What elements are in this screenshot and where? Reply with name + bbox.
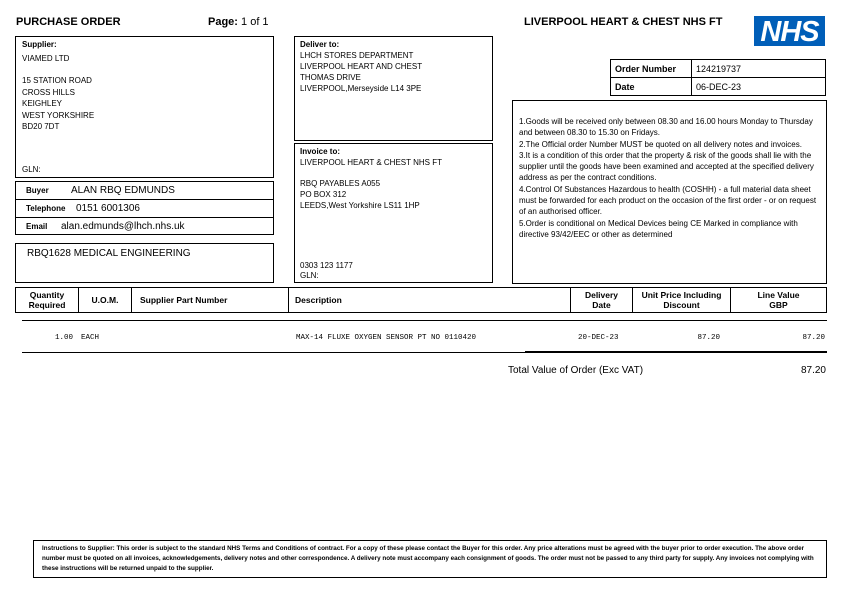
page-indicator bbox=[208, 16, 269, 28]
supplier-address-line: KEIGHLEY bbox=[22, 99, 63, 108]
telephone-row bbox=[16, 200, 273, 218]
deliver-line: THOMAS DRIVE bbox=[300, 73, 361, 82]
department-box: RBQ1628 MEDICAL ENGINEERING bbox=[15, 243, 274, 283]
invoice-line: RBQ PAYABLES A055 bbox=[300, 179, 381, 188]
page-value: 1 of 1 bbox=[241, 16, 269, 28]
row-line-value: 87.20 bbox=[802, 334, 825, 342]
invoice-name: LIVERPOOL HEART & CHEST NHS FT bbox=[300, 158, 442, 167]
col-supplier-part: Supplier Part Number bbox=[132, 288, 289, 312]
table-row bbox=[0, 334, 842, 346]
col-quantity: Quantity Required bbox=[16, 288, 79, 312]
order-number-label: Order Number bbox=[611, 60, 692, 78]
document-title: PURCHASE ORDER bbox=[16, 16, 121, 28]
deliver-line: LIVERPOOL,Merseyside L14 3PE bbox=[300, 84, 422, 93]
invoice-phone: 0303 123 1177 bbox=[300, 261, 353, 270]
invoice-to-box bbox=[294, 143, 493, 283]
nhs-logo: NHS bbox=[754, 16, 825, 46]
term-item: 1.Goods will be received only between 08.30 and 16.00 hours Monday to Thursday and between 08.30 to 15.30 on Fridays. bbox=[519, 117, 813, 138]
page-label: Page: bbox=[208, 16, 238, 28]
divider bbox=[22, 320, 827, 321]
invoice-line: LEEDS,West Yorkshire LS11 1HP bbox=[300, 201, 420, 210]
order-number-value: 124219737 bbox=[692, 60, 826, 78]
invoice-to-label: Invoice to: bbox=[300, 147, 341, 156]
supplier-address-line: BD20 7DT bbox=[22, 122, 60, 131]
row-delivery-date: 20-DEC-23 bbox=[578, 334, 619, 342]
term-item: 2.The Official order Number MUST be quoted on all delivery notes and invoices. bbox=[519, 139, 802, 149]
buyer-row bbox=[16, 182, 273, 200]
col-line-value: Line Value GBP bbox=[757, 290, 800, 310]
row-quantity: 1.00 bbox=[55, 334, 74, 342]
supplier-name: VIAMED LTD bbox=[22, 54, 70, 63]
email-row bbox=[16, 218, 273, 234]
col-description: Description bbox=[289, 288, 571, 312]
telephone-label: Telephone bbox=[26, 204, 66, 213]
email-label: Email bbox=[26, 221, 48, 231]
row-unit-price: 87.20 bbox=[697, 334, 720, 342]
supplier-address-line: 15 STATION ROAD bbox=[22, 76, 92, 85]
supplier-address-line: CROSS HILLS bbox=[22, 87, 75, 97]
row-description: MAX-14 FLUXE OXYGEN SENSOR PT NO 0110420 bbox=[296, 334, 477, 342]
items-table-header bbox=[15, 287, 827, 313]
organisation-name: LIVERPOOL HEART & CHEST NHS FT bbox=[524, 16, 723, 28]
order-date-label: Date bbox=[611, 78, 692, 96]
deliver-to-label: Deliver to: bbox=[300, 40, 340, 49]
buyer-name: ALAN RBQ EDMUNDS bbox=[71, 185, 175, 196]
term-item: 4.Control Of Substances Hazardous to health (COSHH) - a full material data sheet must be forwarded for each product on the occasion of the first order - or on request of an authorised officer. bbox=[519, 184, 817, 217]
term-item: 3.It is a condition of this order that the property & risk of the goods shall lie with the supplier until the goods have been examined and accepted at the specified delivery address as per the contract conditions. bbox=[519, 150, 814, 183]
order-info-table bbox=[610, 59, 826, 96]
terms-box bbox=[512, 100, 827, 284]
deliver-to-box bbox=[294, 36, 493, 141]
supplier-address-line: WEST YORKSHIRE bbox=[22, 110, 95, 120]
supplier-box bbox=[15, 36, 274, 178]
deliver-line: LIVERPOOL HEART AND CHEST bbox=[300, 62, 423, 71]
supplier-gln: GLN: bbox=[22, 165, 41, 174]
col-delivery-date: Delivery Date bbox=[571, 288, 633, 312]
buyer-label: Buyer bbox=[26, 186, 49, 195]
email-value: alan.edmunds@lhch.nhs.uk bbox=[61, 220, 185, 232]
col-uom: U.O.M. bbox=[79, 288, 132, 312]
deliver-line: LHCH STORES DEPARTMENT bbox=[300, 51, 414, 60]
buyer-box bbox=[15, 181, 274, 235]
total-label: Total Value of Order (Exc VAT) bbox=[508, 365, 644, 376]
total-value: 87.20 bbox=[800, 365, 826, 376]
row-uom: EACH bbox=[81, 334, 100, 342]
divider bbox=[525, 351, 827, 353]
supplier-label: Supplier: bbox=[22, 40, 57, 49]
supplier-instructions: Instructions to Supplier: This order is subject to the standard NHS Terms and Conditions of contract. For a copy of these please contact the Buyer for this order. Any price alterations must be agreed with the buyer prior to order execution. The above order number must be quoted on all invoices, acknowledgements, delivery notes and other correspondence. A delivery note must accompany each consignment of goods. The order must not be passed to any third party for supply. Any invoices not complying with these instructions will be returned unpaid to the supplier. bbox=[33, 540, 827, 578]
col-unit-price: Unit Price Including Discount bbox=[633, 288, 731, 312]
telephone-value: 0151 6001306 bbox=[76, 203, 140, 214]
term-item: 5.Order is conditional on Medical Devices being CE Marked in compliance with directive 93/42/EEC or other as determined bbox=[519, 218, 798, 239]
invoice-gln: GLN: bbox=[300, 271, 319, 280]
order-date-value: 06-DEC-23 bbox=[692, 78, 826, 96]
invoice-line: PO BOX 312 bbox=[300, 190, 347, 199]
